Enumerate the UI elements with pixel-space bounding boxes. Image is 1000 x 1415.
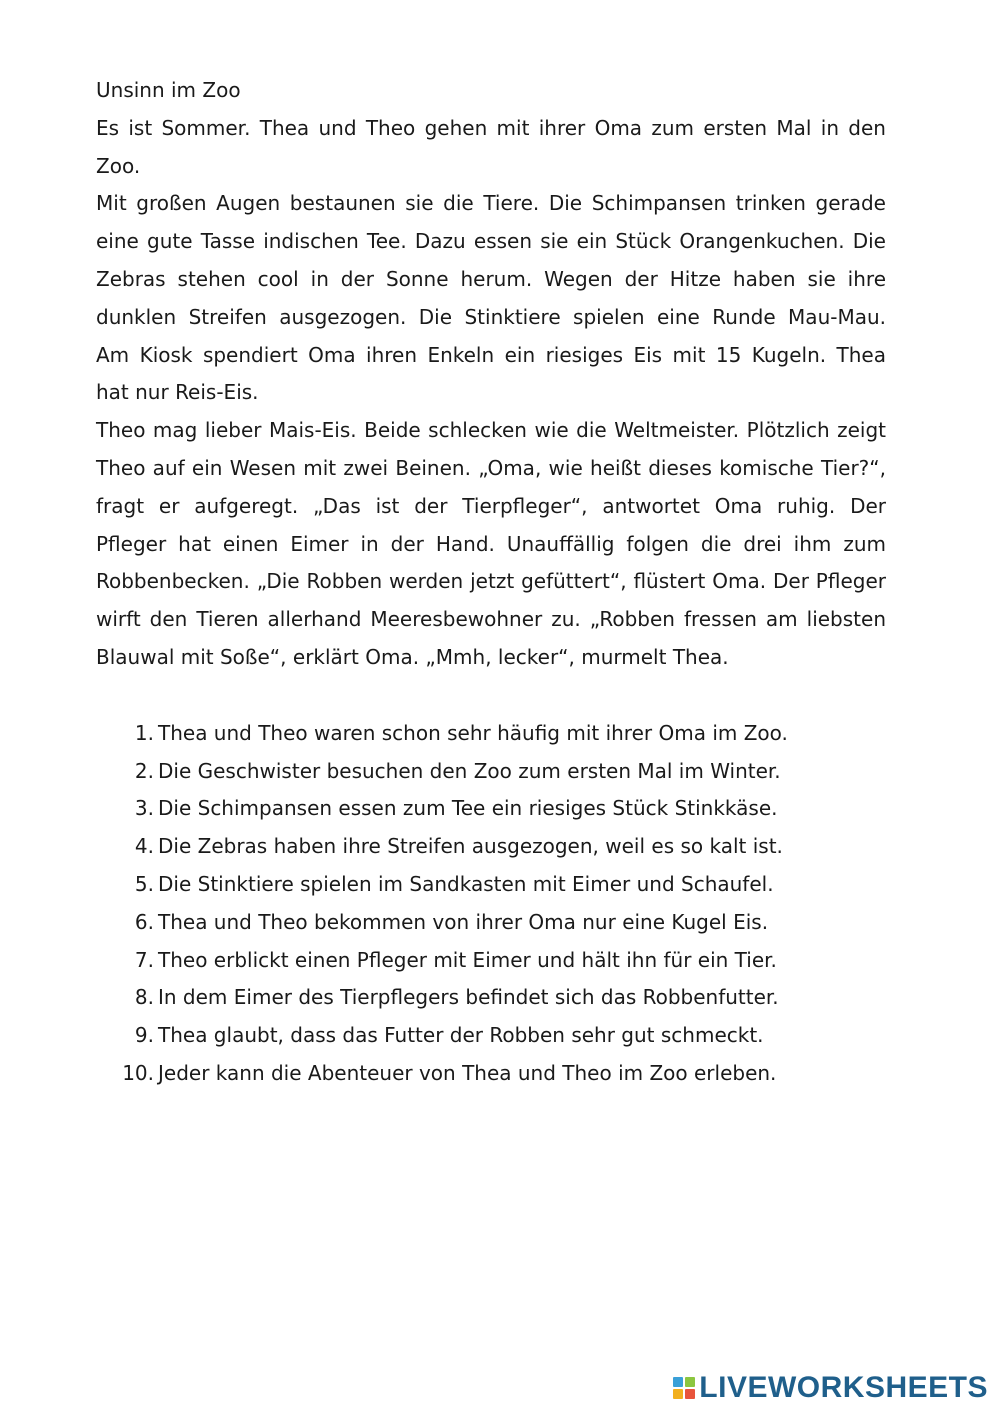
story-line: dunklen Streifen ausgezogen. Die Stinktiere spielen eine Runde Mau-Mau. [96,304,886,329]
statement-item [96,1055,886,1093]
story-line: Theo auf ein Wesen mit zwei Beinen. „Oma, wie heißt dieses komische Tier?“, [96,455,886,480]
statement-list [96,715,886,1093]
liveworksheets-logo[interactable] [673,1371,988,1405]
story-line: Theo mag lieber Mais-Eis. Beide schlecken wie die Weltmeister. Plötzlich zeigt [96,418,886,443]
statement-item [96,866,886,904]
story-line: Zoo. [96,153,141,178]
statement-text: Thea und Theo bekommen von ihrer Oma nur eine Kugel Eis. [158,909,769,934]
statement-text: Die Stinktiere spielen im Sandkasten mit Eimer und Schaufel. [158,871,774,896]
statement-text: Die Zebras haben ihre Streifen ausgezogen, weil es so kalt ist. [158,834,783,859]
statement-item [96,979,886,1017]
story-line: Am Kiosk spendiert Oma ihren Enkeln ein riesiges Eis mit 15 Kugeln. Thea [96,342,886,367]
story-line: Blauwal mit Soße“, erklärt Oma. „Mmh, lecker“, murmelt Thea. [96,644,729,669]
statement-item [96,790,886,828]
story-text [96,110,886,677]
statement-number: 7. [134,947,154,972]
statement-number: 5. [134,871,154,896]
story-line: Es ist Sommer. Thea und Theo gehen mit ihrer Oma zum ersten Mal in den [96,115,886,140]
statement-item [96,904,886,942]
story-line: Robbenbecken. „Die Robben werden jetzt gefüttert“, flüstert Oma. Der Pfleger [96,569,886,594]
liveworksheets-cubes-icon [673,1377,695,1399]
statement-text: Thea glaubt, dass das Futter der Robben sehr gut schmeckt. [158,1023,764,1048]
statement-item [96,753,886,791]
statement-text: Die Schimpansen essen zum Tee ein riesiges Stück Stinkkäse. [158,796,778,821]
statement-item [96,715,886,753]
statement-number: 9. [134,1023,154,1048]
statement-number: 2. [134,758,154,783]
statement-item [96,828,886,866]
statement-text: Theo erblickt einen Pfleger mit Eimer und hält ihn für ein Tier. [158,947,777,972]
statement-text: Thea und Theo waren schon sehr häufig mit ihrer Oma im Zoo. [158,720,788,745]
story-title: Unsinn im Zoo [96,78,241,102]
statement-item [96,942,886,980]
statement-number: 8. [134,985,154,1010]
story-line: Zebras stehen cool in der Sonne herum. Wegen der Hitze haben sie ihre [96,266,886,291]
story-line: eine gute Tasse indischen Tee. Dazu essen sie ein Stück Orangenkuchen. Die [96,229,886,254]
story-line: wirft den Tieren allerhand Meeresbewohner zu. „Robben fressen am liebsten [96,607,886,632]
logo-cube [685,1377,695,1387]
statement-text: In dem Eimer des Tierpflegers befindet sich das Robbenfutter. [158,985,779,1010]
worksheet-page [96,72,886,1109]
story-line: hat nur Reis-Eis. [96,380,259,405]
statement-text: Jeder kann die Abenteuer von Thea und Theo im Zoo erleben. [158,1060,777,1085]
logo-cube [673,1389,683,1399]
statement-number: 10. [122,1060,154,1085]
story-line: Pfleger hat einen Eimer in der Hand. Unauffällig folgen die drei ihm zum [96,531,886,556]
story-line: Mit großen Augen bestaunen sie die Tiere. Die Schimpansen trinken gerade [96,191,886,216]
statement-number: 3. [134,796,154,821]
statement-item [96,1017,886,1055]
statement-number: 6. [134,909,154,934]
logo-text: LIVEWORKSHEETS [699,1371,988,1404]
story-line: fragt er aufgeregt. „Das ist der Tierpfleger“, antwortet Oma ruhig. Der [96,493,886,518]
logo-cube [673,1377,683,1387]
statement-number: 4. [134,834,154,859]
logo-cube [685,1389,695,1399]
statement-number: 1. [134,720,154,745]
statement-text: Die Geschwister besuchen den Zoo zum ersten Mal im Winter. [158,758,781,783]
